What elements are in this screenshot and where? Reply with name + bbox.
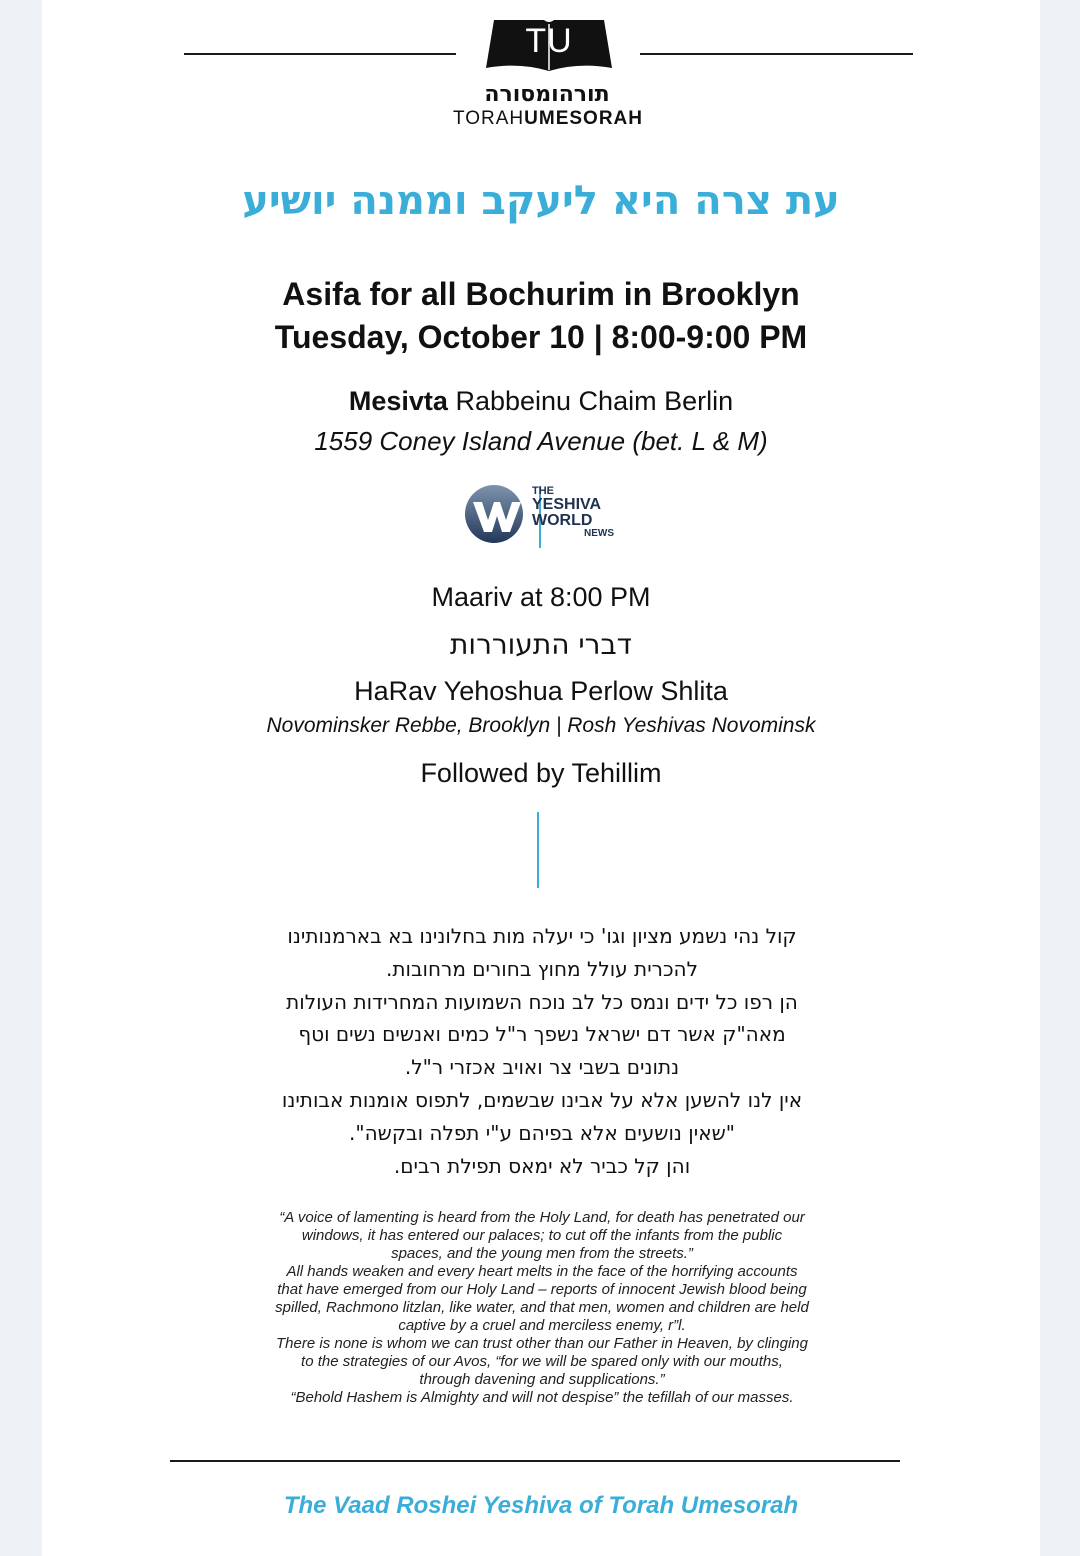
speaker-title: Novominsker Rebbe, Brooklyn | Rosh Yeshivas Novominsk xyxy=(266,714,816,737)
hebrew-body-line: קול נהי נשמע מציון וגו' כי יעלה מות בחלונינו בא בארמנותינו xyxy=(287,924,797,948)
logo-hebrew-name: תורהומסורה xyxy=(484,82,610,107)
flyer-page xyxy=(42,0,1040,1556)
divrei-hisorerus: דברי התעוררות xyxy=(450,628,632,661)
logo-initials: TU xyxy=(525,22,573,60)
divider-vertical xyxy=(537,812,539,888)
hebrew-body-line: מאה"ק אשר דם ישראל נשפך ר"ל כמים ואנשים נשים וטף xyxy=(298,1022,786,1047)
venue-name xyxy=(42,386,1040,417)
english-body-line: All hands weaken and every heart melts in the face of the horrifying accounts xyxy=(286,1263,798,1280)
logo-english-light: TORAH xyxy=(452,108,525,129)
english-body-line: spaces, and the young men from the streets.” xyxy=(391,1245,693,1262)
venue-name-bold: Mesivta xyxy=(348,386,448,416)
logo-english-bold: UMESORAH xyxy=(524,108,643,129)
hebrew-body-line: "שאין נושעים אלא בפיהם ע"י תפלה ובקשה". xyxy=(349,1120,735,1145)
header-rule-right xyxy=(640,53,913,55)
speaker-name: HaRav Yehoshua Perlow Shlita xyxy=(354,676,728,706)
english-body-line: to the strategies of our Avos, “for we will be spared only with our mouths, xyxy=(301,1353,783,1370)
ywn-line-yeshiva: YESHIVA xyxy=(532,496,602,513)
event-headline-1: Asifa for all Bochurim in Brooklyn xyxy=(282,276,800,312)
yeshiva-world-news-wordmark xyxy=(532,486,614,539)
english-body-line: There is none is whom we can trust other than our Father in Heaven, by clinging xyxy=(276,1335,808,1352)
hebrew-body-line: הן רפו כל ידים ונמס כל לב נוכח השמועות המחרידות העולות xyxy=(286,989,798,1014)
header-rule-left xyxy=(184,53,456,55)
hebrew-body xyxy=(222,920,862,1182)
english-body-line: spilled, Rachmono litzlan, like water, and that men, women and children are held xyxy=(275,1299,809,1316)
ywn-line-the: THE xyxy=(532,485,554,497)
english-body-line: “Behold Hashem is Almighty and will not despise” the tefillah of our masses. xyxy=(290,1389,794,1406)
ywn-line-news: NEWS xyxy=(584,528,614,539)
hebrew-body-line: להכרית עולל מחוץ בחורים מרחובות. xyxy=(386,956,698,981)
english-body-line: “A voice of lamenting is heard from the Holy Land, for death has penetrated our xyxy=(279,1209,805,1226)
footer-rule xyxy=(170,1460,900,1462)
venue-address: 1559 Coney Island Avenue (bet. L & M) xyxy=(314,426,768,456)
english-body xyxy=(222,1209,862,1407)
english-body-line: windows, it has entered our palaces; to cut off the infants from the public xyxy=(301,1227,783,1244)
event-headline-2: Tuesday, October 10 | 8:00-9:00 PM xyxy=(274,319,808,355)
followed-by-tehillim: Followed by Tehillim xyxy=(420,758,662,788)
hebrew-body-line: והן קל כביר לא ימאס תפילת רבים. xyxy=(393,1153,691,1178)
maariv-time: Maariv at 8:00 PM xyxy=(431,582,651,612)
english-body-line: through davening and supplications.” xyxy=(419,1371,665,1388)
ywn-line-world: WORLD xyxy=(532,512,593,529)
footer-signature: The Vaad Roshei Yeshiva of Torah Umesorah xyxy=(283,1492,799,1519)
logo-english-name xyxy=(442,108,654,130)
hebrew-body-line: אין לנו להשען אלא על אבינו שבשמים, לתפוס אומנות אבותינו xyxy=(281,1087,803,1112)
english-body-line: captive by a cruel and merciless enemy, r”l. xyxy=(398,1317,686,1334)
english-body-line: that have emerged from our Holy Land – reports of innocent Jewish blood being xyxy=(277,1281,807,1298)
venue-name-rest: Rabbeinu Chaim Berlin xyxy=(447,386,734,416)
hebrew-body-line: נתונים בשבי צר ואויב אכזרי ר"ל. xyxy=(404,1055,680,1080)
hebrew-title: עת צרה היא ליעקב וממנה יושיע xyxy=(242,178,840,224)
